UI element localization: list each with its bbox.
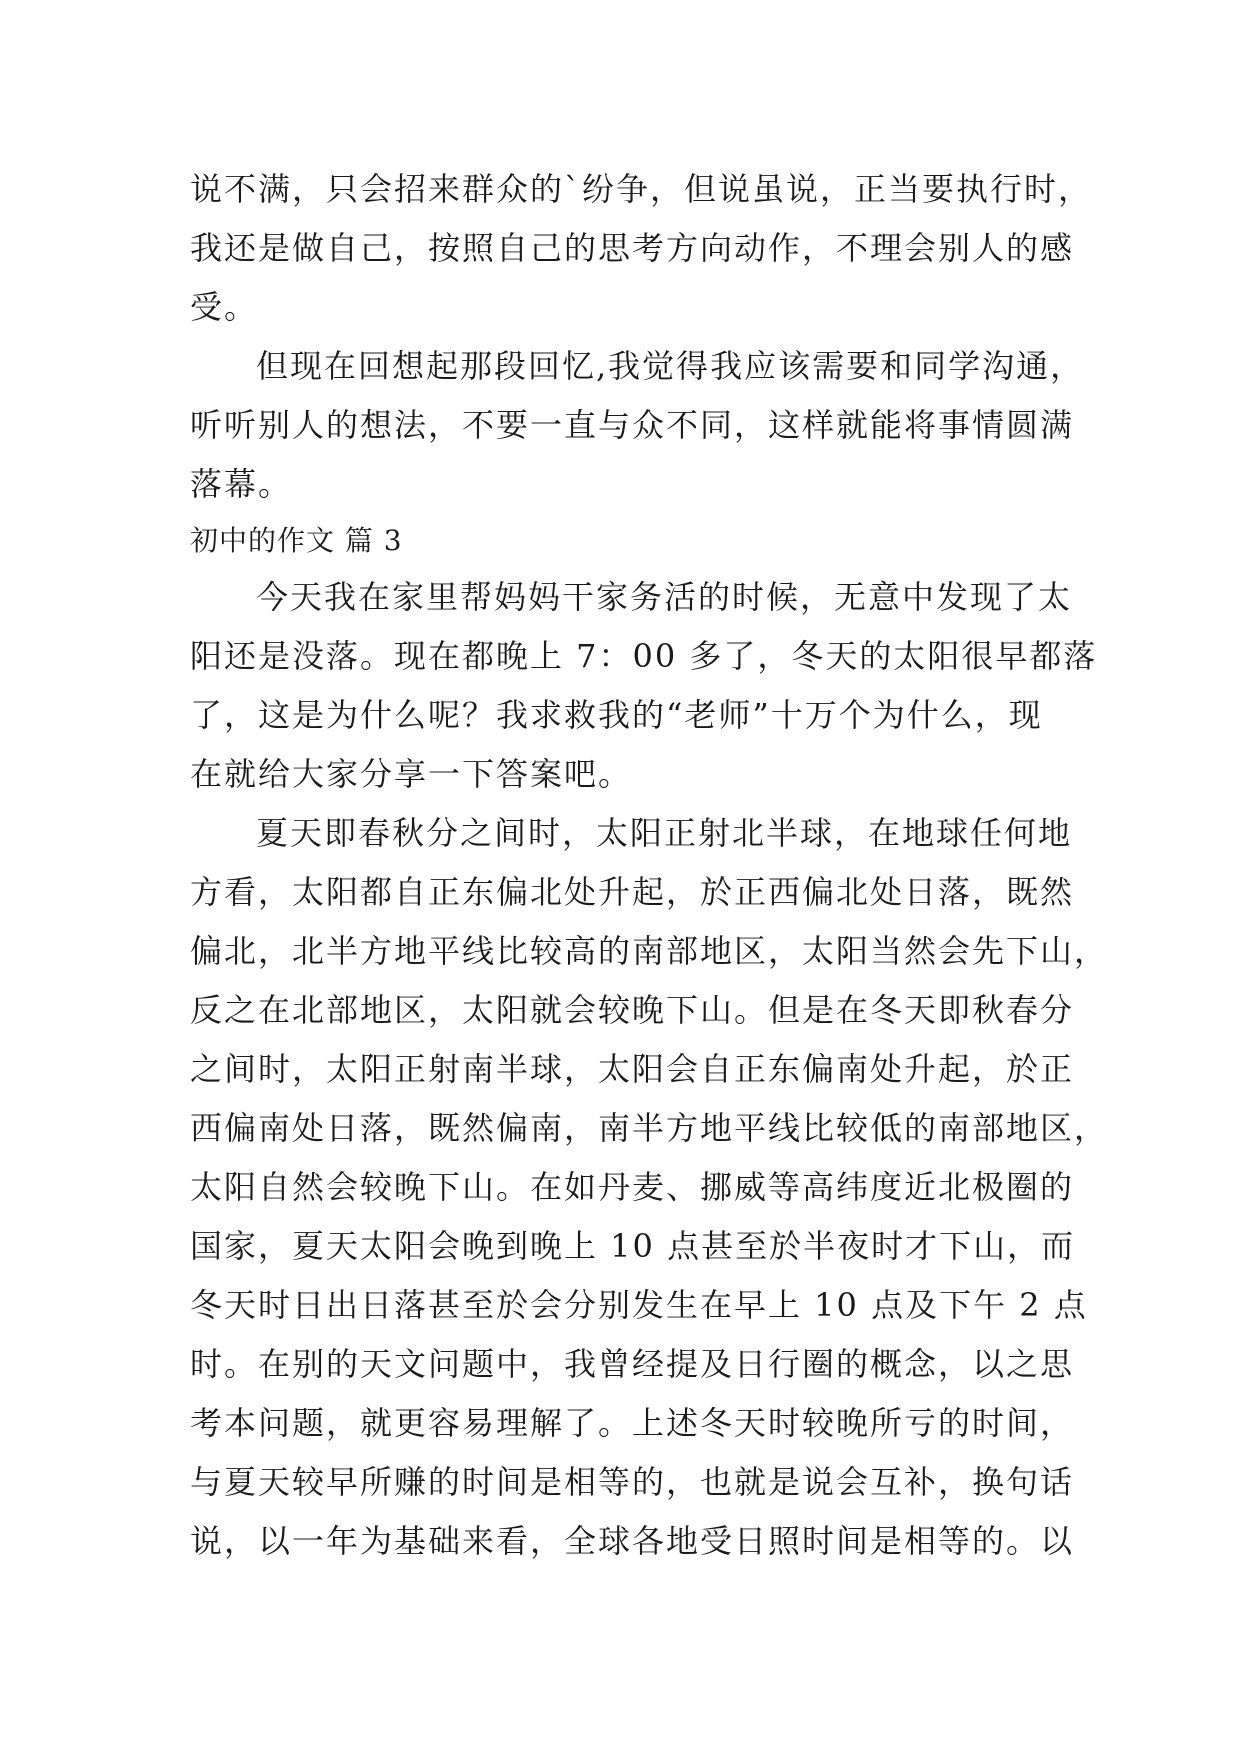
text-line: 国家，夏天太阳会晚到晚上 10 点甚至於半夜时才下山，而 — [190, 1227, 1076, 1265]
text-line: 在就给大家分享一下答案吧。 — [190, 755, 633, 793]
paragraph — [190, 804, 1109, 1571]
paragraph — [190, 568, 1098, 804]
paragraph — [190, 160, 1093, 337]
section-heading: 初中的作文 篇 3 — [190, 524, 403, 557]
text-line: 时。在别的天文问题中，我曾经提及日行圈的概念，以之思 — [190, 1345, 1075, 1383]
text-line: 听听别人的想法，不要一直与众不同，这样就能将事情圆满 — [190, 406, 1075, 444]
paragraph — [190, 337, 1085, 514]
text-line: 但现在回想起那段回忆,我觉得我应该需要和同学沟通， — [256, 347, 1085, 385]
text-line: 说不满，只会招来群众的`纷争，但说虽说，正当要执行时， — [190, 170, 1093, 208]
document-page — [190, 160, 1109, 1571]
text-line: 太阳自然会较晚下山。在如丹麦、挪威等高纬度近北极圈的 — [190, 1168, 1075, 1206]
text-line: 考本问题，就更容易理解了。上述冬天时较晚所亏的时间， — [190, 1404, 1075, 1442]
text-line: 说，以一年为基础来看，全球各地受日照时间是相等的。以 — [190, 1522, 1075, 1560]
text-line: 之间时，太阳正射南半球，太阳会自正东偏南处升起，於正 — [190, 1050, 1075, 1088]
text-line: 我还是做自己，按照自己的思考方向动作，不理会别人的感 — [190, 229, 1075, 267]
text-line: 落幕。 — [190, 465, 293, 503]
text-line: 今天我在家里帮妈妈干家务活的时候，无意中发现了太 — [256, 578, 1073, 616]
text-line: 冬天时日出日落甚至於会分别发生在早上 10 点及下午 2 点 — [190, 1286, 1088, 1324]
text-line: 反之在北部地区，太阳就会较晚下山。但是在冬天即秋春分 — [190, 991, 1075, 1029]
text-line: 方看，太阳都自正东偏北处升起，於正西偏北处日落，既然 — [190, 873, 1075, 911]
text-line: 西偏南处日落，既然偏南，南半方地平线比较低的南部地区， — [190, 1109, 1109, 1147]
text-line: 受。 — [190, 288, 259, 326]
text-line: 阳还是没落。现在都晚上 7：00 多了，冬天的太阳很早都落 — [190, 637, 1098, 675]
text-line: 了，这是为什么呢？我求救我的“老师”十万个为什么，现 — [190, 696, 1043, 734]
text-line: 偏北，北半方地平线比较高的南部地区，太阳当然会先下山， — [190, 932, 1109, 970]
text-line: 夏天即春秋分之间时，太阳正射北半球，在地球任何地 — [256, 814, 1073, 852]
text-line: 与夏天较早所赚的时间是相等的，也就是说会互补，换句话 — [190, 1463, 1075, 1501]
